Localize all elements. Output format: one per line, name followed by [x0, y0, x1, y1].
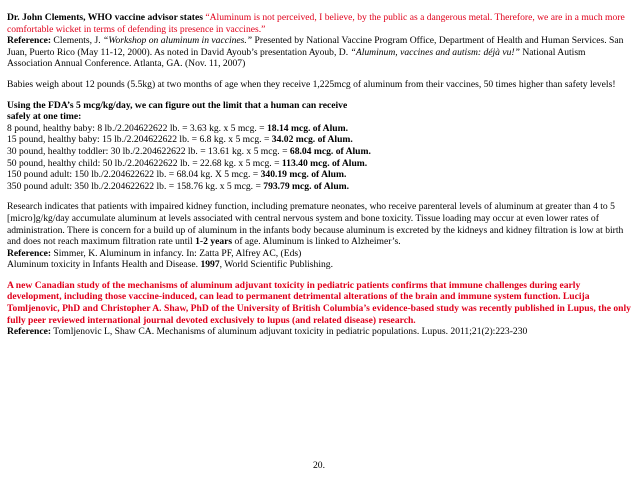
research-body-pre: Research indicates that patients with impaired kidney function, including premature neonates, who receive parenteral levels of aluminum at greater than 4 to 5 [micro]g/kg/day accumulate aluminum at levels associated with central nervous system and bone toxicity. Tissue loading may occur at even lower rates of administration. There is concern for a build up of aluminum in the infants body because aluminum is excreted by the kidneys and kidney filtration is low at birth and does not reach maximum filtration rate until	[7, 201, 624, 248]
fda-row-text: 150 pound adult: 150 lb./2.204622622 lb. = 68.04 kg. X 5 mcg. =	[7, 169, 261, 181]
research-reference-line2-post: , World Scientific Publishing.	[219, 259, 333, 271]
research-body-post: of age. Aluminum is linked to Alzheimer’s.	[232, 236, 401, 248]
fda-heading-line1: Using the FDA’s 5 mcg/kg/day, we can figure out the limit that a human can receive	[7, 99, 348, 111]
canadian-study-text: A new Canadian study of the mechanisms of aluminum adjuvant toxicity in pediatric patients confirms that immune challenges during early development, including those vaccine-induced, can lead to permanent detrimental alterations of the brain and immune system function. Lucija Tomljenovic, PhD and Christopher A. Shaw, PhD of the University of British Columbia’s evidence-based study was recently published in Lupus, the only fully peer reviewed international journal devoted exclusively to lupus (and related disease) research.	[7, 279, 631, 326]
fda-row-text: 350 pound adult: 350 lb./2.204622622 lb. = 158.76 kg. x 5 mcg. =	[7, 180, 264, 192]
page-content	[7, 12, 631, 347]
fda-row-text: 30 pound, healthy toddler: 30 lb./2.204622622 lb. = 13.61 kg. x 5 mcg. =	[7, 145, 290, 157]
clements-reference-label: Reference:	[7, 35, 52, 47]
fda-row-result: 113.40 mcg. of Alum.	[281, 157, 368, 169]
fda-row-text: 8 pound, healthy baby: 8 lb./2.204622622 lb. = 3.63 kg. x 5 mcg. =	[7, 122, 267, 134]
clements-reference-title2: “Aluminum, vaccines and autism: déjà vu!”	[350, 46, 520, 58]
clements-reference-post: National Autism Association Annual Conference. Atlanta, GA. (Nov. 11, 2007)	[7, 46, 586, 70]
fda-row	[7, 158, 631, 170]
fda-row-result: 793.79 mcg. of Alum.	[263, 180, 350, 192]
fda-block	[7, 100, 631, 193]
clements-reference-mid: Presented by National Vaccine Program Office, Department of Health and Human Services. San Juan, Puerto Rico (May 11-12, 2000). As noted in David Ayoub’s presentation Ayoub, D.	[7, 35, 624, 58]
fda-row	[7, 181, 631, 193]
research-reference-label: Reference:	[7, 247, 52, 259]
canadian-study-paragraph	[7, 280, 631, 338]
fda-row-result: 18.14 mcg. of Alum.	[266, 122, 348, 134]
fda-row-result: 34.02 mcg. of Alum.	[271, 134, 353, 146]
fda-row	[7, 146, 631, 158]
fda-row	[7, 134, 631, 146]
clements-speaker: Dr. John Clements, WHO vaccine advisor states	[7, 12, 206, 23]
canadian-reference-text: Tomljenovic L, Shaw CA. Mechanisms of aluminum adjuvant toxicity in pediatric populations. Lupus. 2011;21(2):223-230	[51, 326, 528, 338]
fda-row-result: 68.04 mcg. of Alum.	[289, 145, 371, 157]
fda-row	[7, 169, 631, 181]
research-reference-line2-pre: Aluminum toxicity in Infants Health and Disease.	[7, 259, 201, 271]
clements-paragraph	[7, 12, 631, 70]
fda-row-result: 340.19 mcg. of Alum.	[260, 169, 347, 181]
fda-heading-line2: safely at one time:	[7, 111, 82, 123]
research-reference-year: 1997	[200, 259, 220, 271]
page-number: 20.	[313, 460, 325, 471]
research-body-bold: 1-2 years	[195, 236, 233, 248]
fda-row-text: 15 pound, healthy baby: 15 lb./2.204622622 lb. = 6.8 kg. x 5 mcg. =	[7, 134, 272, 146]
clements-quote: “Aluminum is not perceived, I believe, by the public as a dangerous metal. Therefore, we are in a much more comfortable wicket in terms of defending its presence in vaccines.”	[7, 12, 625, 35]
research-paragraph	[7, 201, 631, 271]
fda-row-text: 50 pound, healthy child: 50 lb./2.204622622 lb. = 22.68 kg. x 5 mcg. =	[7, 157, 282, 169]
babies-paragraph: Babies weigh about 12 pounds (5.5kg) at two months of age when they receive 1,225mcg of aluminum from their vaccines, 50 times higher than safety levels!	[7, 78, 616, 90]
fda-row	[7, 123, 631, 135]
research-reference-text: Simmer, K. Aluminum in infancy. In: Zatta PF, Alfrey AC, (Eds)	[51, 247, 302, 259]
clements-reference-pre: Clements, J.	[51, 35, 103, 47]
clements-reference-title: “Workshop on aluminum in vaccines.”	[103, 35, 253, 47]
canadian-reference-label: Reference:	[7, 326, 52, 338]
